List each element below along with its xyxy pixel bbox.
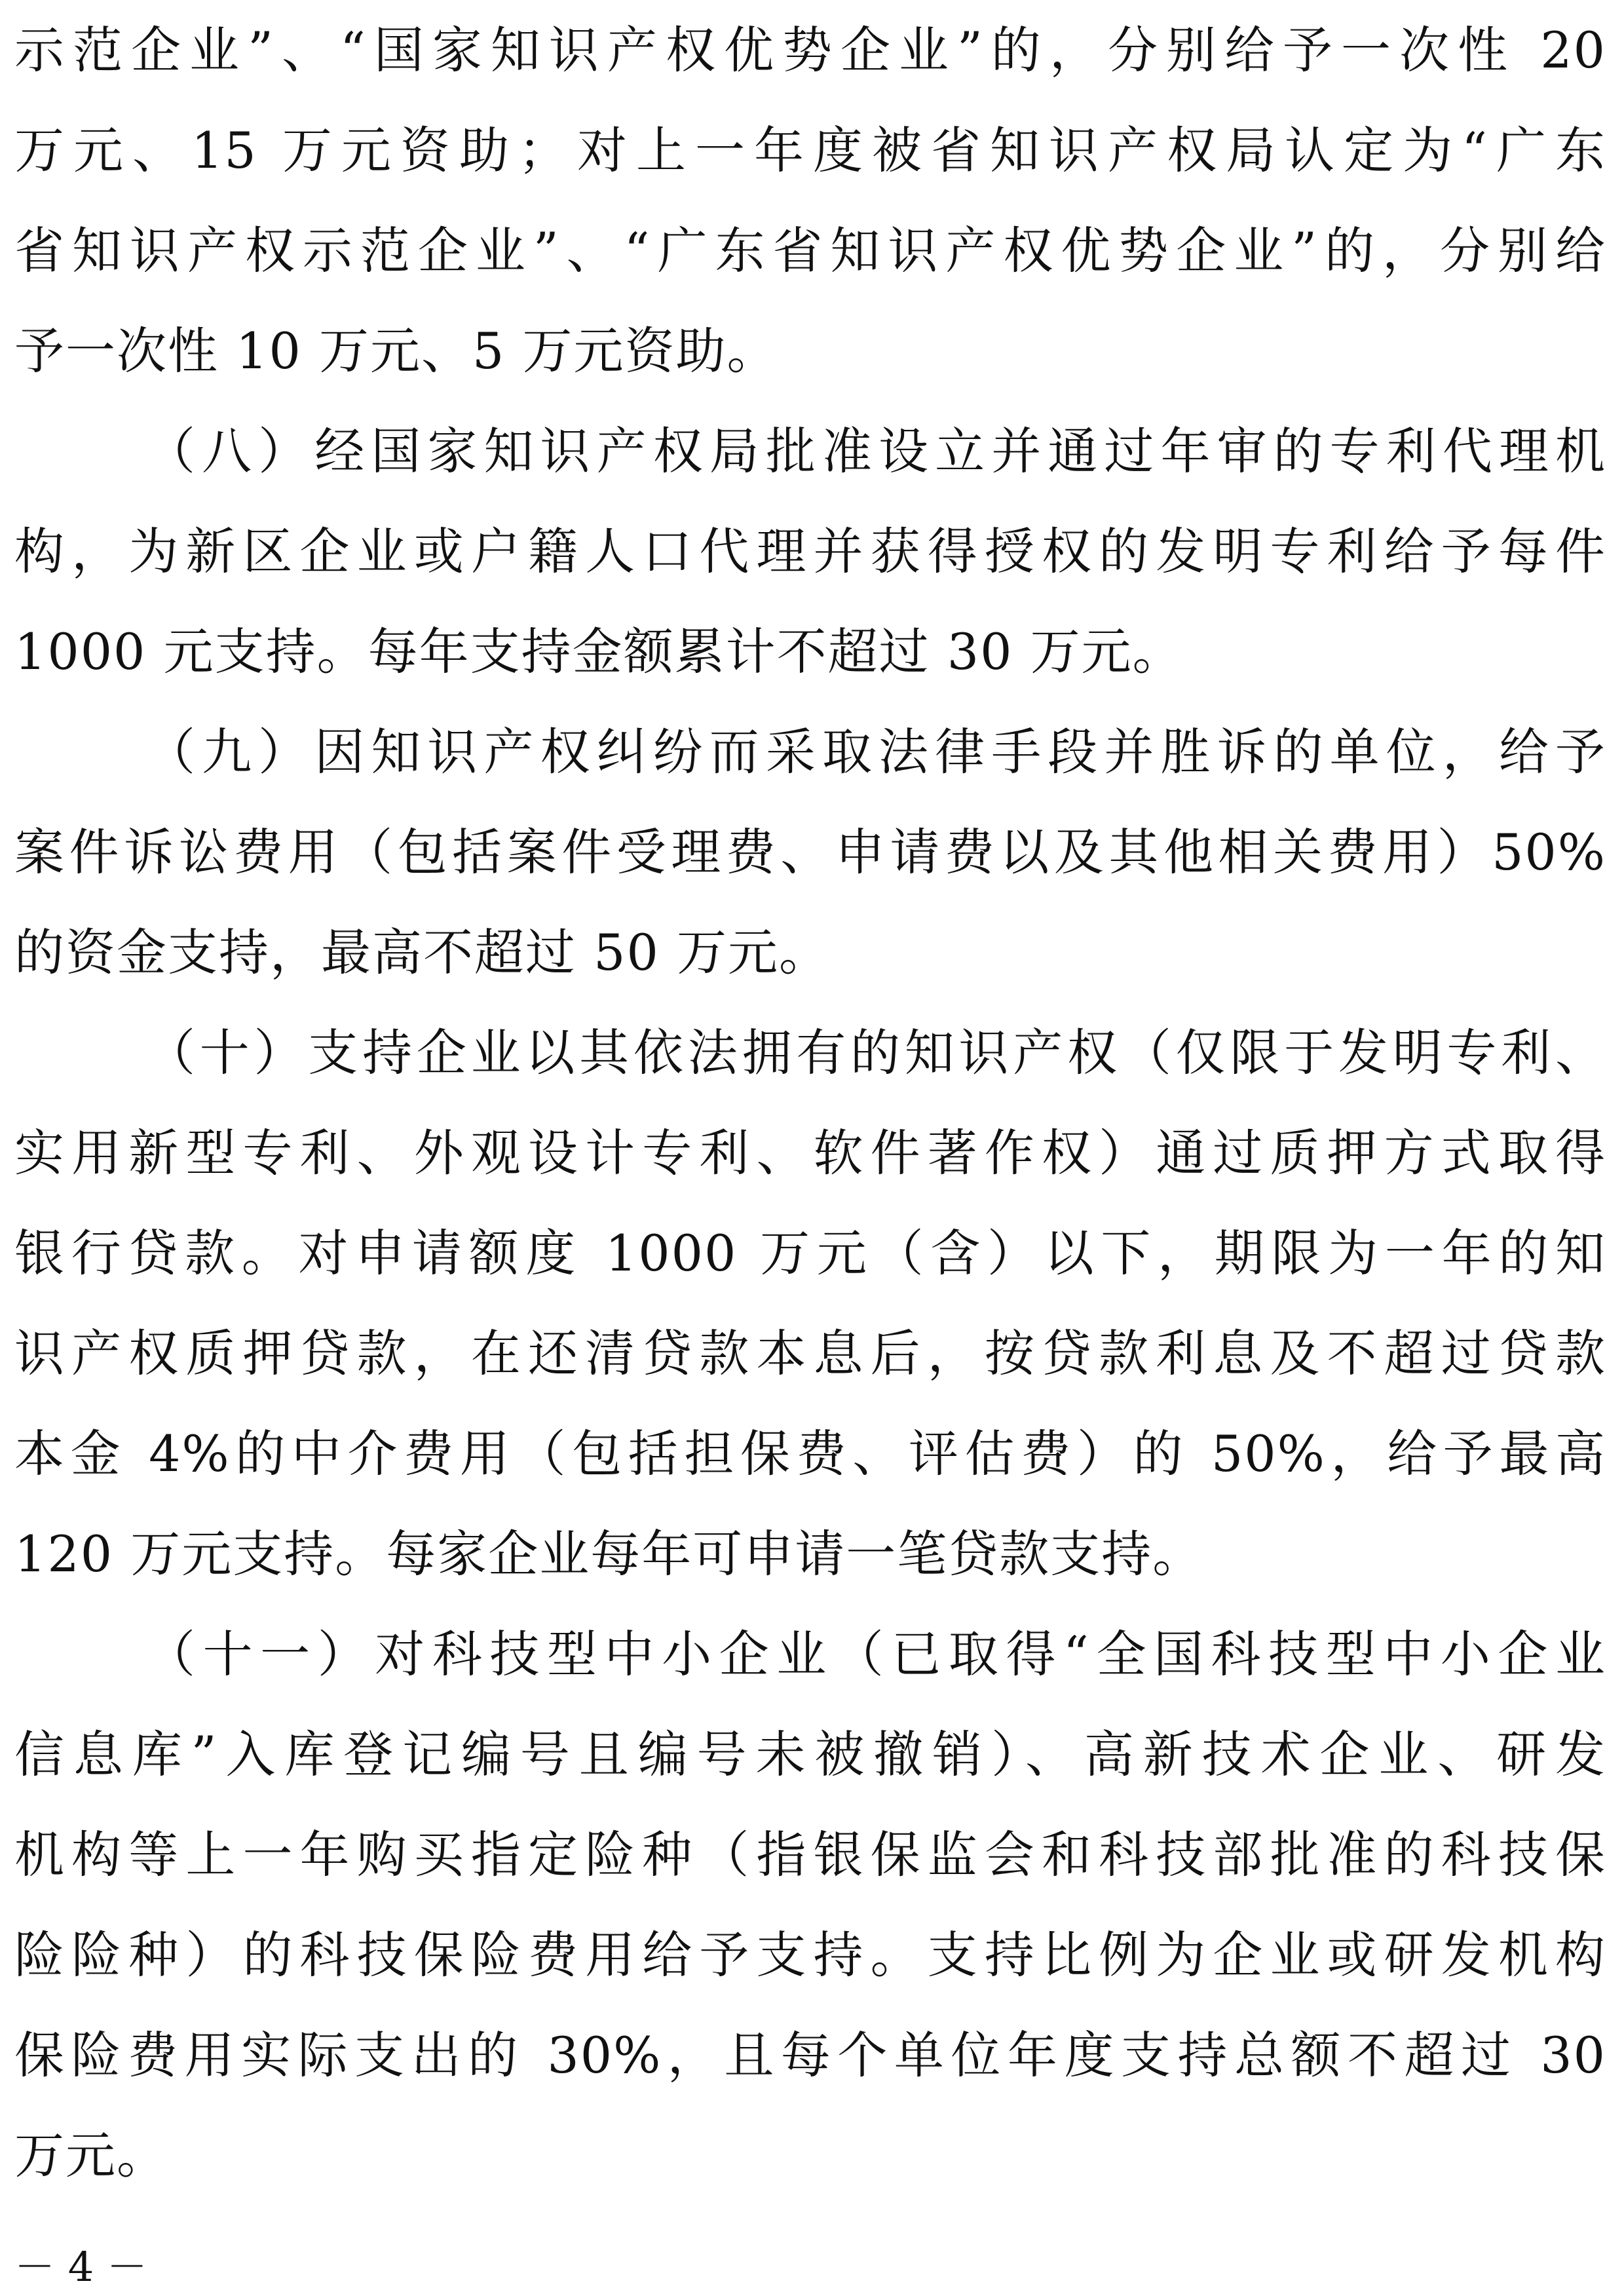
paragraph-11-line-5: 保险费用实际支出的 30%，且每个单位年度支持总额不超过 30 (14, 2026, 1606, 2084)
paragraph-11-line-4: 险险种）的科技保险费用给予支持。支持比例为企业或研发机构 (14, 1926, 1606, 1984)
paragraph-8-line-2: 构，为新区企业或户籍人口代理并获得授权的发明专利给予每件 (14, 522, 1606, 581)
page-number: － 4 － (14, 2243, 147, 2291)
paragraph-10-line-5: 本金 4%的中介费用（包括担保费、评估费）的 50%，给予最高 (14, 1425, 1606, 1483)
paragraph-9-line-1: （九）因知识产权纠纷而采取法律手段并胜诉的单位，给予 (145, 723, 1606, 781)
paragraph-11-line-2: 信息库”入库登记编号且编号未被撤销）、高新技术企业、研发 (14, 1725, 1606, 1784)
text-line-4: 予一次性 10 万元、5 万元资助。 (14, 322, 778, 380)
text-line-2: 万元、15 万元资助；对上一年度被省知识产权局认定为“广东 (14, 121, 1606, 180)
paragraph-10-line-2: 实用新型专利、外观设计专利、软件著作权）通过质押方式取得 (14, 1124, 1606, 1182)
paragraph-9-line-3: 的资金支持，最高不超过 50 万元。 (14, 923, 831, 982)
paragraph-10-line-3: 银行贷款。对申请额度 1000 万元（含）以下，期限为一年的知 (14, 1224, 1606, 1282)
paragraph-11-line-3: 机构等上一年购买指定险种（指银保监会和科技部批准的科技保 (14, 1826, 1606, 1884)
paragraph-10-line-6: 120 万元支持。每家企业每年可申请一笔贷款支持。 (14, 1525, 1204, 1583)
text-line-3: 省知识产权示范企业”、“广东省知识产权优势企业”的，分别给 (14, 221, 1606, 280)
paragraph-10-line-1: （十）支持企业以其依法拥有的知识产权（仅限于发明专利、 (145, 1024, 1606, 1082)
text-line-1: 示范企业”、“国家知识产权优势企业”的，分别给予一次性 20 (14, 21, 1606, 79)
paragraph-9-line-2: 案件诉讼费用（包括案件受理费、申请费以及其他相关费用）50% (14, 823, 1606, 881)
body-text (14, 0, 1606, 2206)
paragraph-8-line-3: 1000 元支持。每年支持金额累计不超过 30 万元。 (14, 622, 1184, 681)
paragraph-11-line-1: （十一）对科技型中小企业（已取得“全国科技型中小企业 (145, 1625, 1606, 1683)
paragraph-10-line-4: 识产权质押贷款，在还清贷款本息后，按贷款利息及不超过贷款 (14, 1324, 1606, 1383)
paragraph-11-line-6: 万元。 (14, 2126, 168, 2185)
paragraph-8-line-1: （八）经国家知识产权局批准设立并通过年审的专利代理机 (145, 422, 1606, 480)
